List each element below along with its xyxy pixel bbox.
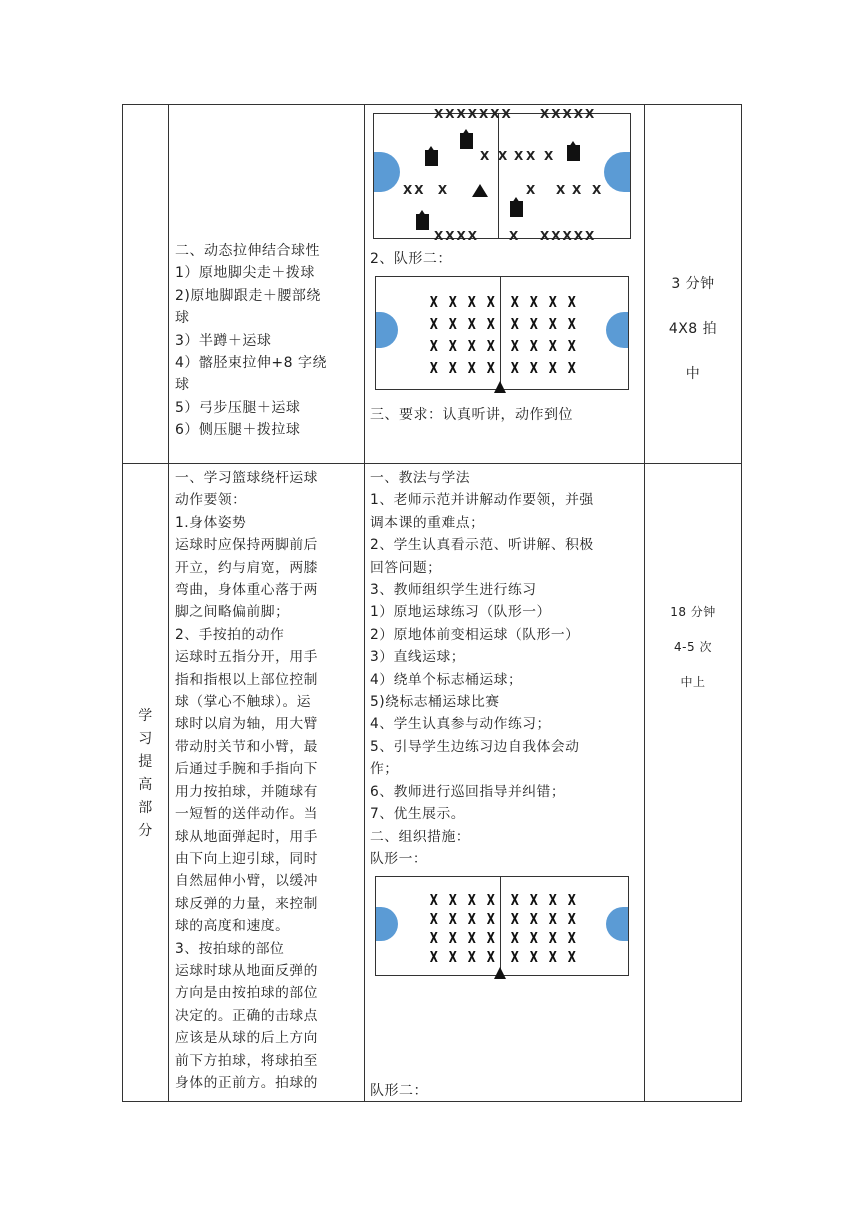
player-figure (510, 197, 523, 217)
student-mark: X (556, 183, 568, 197)
text-line: 一、教法与学法 (370, 470, 471, 486)
text-line: 2）原地体前变相运球（队形一） (370, 626, 580, 643)
text-line: 球（掌心不触球）。运 (175, 694, 312, 711)
text-line: 身体的正前方。拍球的 (175, 1074, 318, 1091)
student-mark: X (548, 315, 557, 333)
row1-line: 6）侧压腿＋拨拉球 (175, 422, 301, 439)
student-marks-bottom-right: XXXXX (540, 229, 597, 243)
formation-2-label: 队形二： (370, 1083, 428, 1099)
student-mark: X (548, 948, 557, 966)
text-line: 脚之间略偏前脚； (175, 604, 290, 621)
student-mark: X (429, 359, 438, 377)
table-col-divider-1 (168, 104, 169, 1102)
student-marks-top-left: XXXXXXX (434, 107, 513, 121)
student-mark: X (467, 337, 476, 355)
formation-2-label: 2、队形二： (370, 251, 452, 267)
student-mark: X (529, 929, 538, 947)
student-mark: X (529, 891, 538, 909)
text-line: 由下向上迎引球，同时 (175, 850, 318, 867)
row1-heading: 二、动态拉伸结合球性 (175, 243, 320, 259)
student-mark: X (467, 359, 476, 377)
student-mark: X (429, 929, 438, 947)
table-border-bottom (122, 1101, 742, 1102)
text-line: 6、教师进行巡回指导并纠错； (370, 783, 566, 800)
text-line: 调本课的重难点； (370, 514, 485, 531)
student-mark: X (429, 891, 438, 909)
duration-text: 18 分钟 (670, 605, 716, 619)
student-mark: X (567, 293, 576, 311)
student-mark: X (548, 891, 557, 909)
student-mark: X (510, 929, 519, 947)
section-label: 学 习 提 高 部 分 (138, 708, 153, 839)
row2-time-cell (645, 595, 741, 700)
student-mark: X (529, 910, 538, 928)
student-mark: X (529, 359, 538, 377)
text-line: 回答问题； (370, 559, 442, 576)
student-mark: X (486, 929, 495, 947)
left-goal-zone (376, 907, 398, 941)
table-border-top (122, 104, 742, 105)
text-line: 2、学生认真看示范、听讲解、积极 (370, 537, 594, 554)
table-border-left (122, 104, 123, 1102)
student-mark: X (567, 929, 576, 947)
student-mark: X (548, 910, 557, 928)
student-mark: X (510, 359, 519, 377)
student-mark: X (548, 359, 557, 377)
student-mark: X (467, 948, 476, 966)
text-line: 3）直线运球； (370, 649, 466, 666)
row1-time-cell (645, 262, 741, 397)
row1-line: 1）原地脚尖走＋拨球 (175, 265, 315, 282)
student-mark: X (480, 149, 492, 163)
right-goal-zone (604, 152, 630, 192)
text-line: 1.身体姿势 (175, 514, 247, 531)
right-goal-zone (606, 907, 628, 941)
student-mark: X (486, 293, 495, 311)
text-line: 决定的。正确的击球点 (175, 1007, 318, 1024)
student-mark: X (467, 910, 476, 928)
text-line: 方向是由按拍球的部位 (175, 985, 318, 1002)
student-mark: X (429, 315, 438, 333)
text-line: 队形一： (370, 850, 428, 867)
student-mark: X (429, 910, 438, 928)
text-line: 1）原地运球练习（队形一） (370, 604, 551, 621)
student-mark: X (510, 910, 519, 928)
student-mark: X (548, 929, 557, 947)
row1-line: 4）髂胫束拉伸+8 字绕 (175, 355, 327, 372)
row1-line: 5）弓步压腿＋运球 (175, 399, 301, 416)
duration-text: 3 分钟 (671, 276, 715, 292)
text-line: 4、学生认真参与动作练习； (370, 716, 551, 733)
intensity-text: 中上 (680, 675, 706, 689)
student-mark: X (429, 948, 438, 966)
student-mark: X (529, 337, 538, 355)
student-mark: X (486, 337, 495, 355)
text-line: 2、手按拍的动作 (175, 626, 285, 643)
student-mark: X (498, 149, 510, 163)
text-line: 用力按拍球，并随球有 (175, 783, 318, 800)
student-mark: X (510, 293, 519, 311)
student-mark: X (467, 929, 476, 947)
reps-text: 4X8 拍 (668, 321, 718, 337)
student-mark: X (467, 891, 476, 909)
text-line: 开立，约与肩宽，两膝 (175, 559, 318, 576)
student-mark: X (509, 229, 521, 243)
student-mark: X (486, 910, 495, 928)
text-line: 二、组织措施： (370, 828, 471, 845)
text-line: 运球时球从地面反弹的 (175, 962, 318, 979)
student-mark: X (510, 891, 519, 909)
text-line: 5、引导学生边练习边自我体会动 (370, 738, 580, 755)
text-line: 带动肘关节和小臂，最 (175, 738, 318, 755)
student-mark: X (567, 891, 576, 909)
student-mark: X (548, 293, 557, 311)
student-mark: X (526, 183, 538, 197)
row2-content-cell (175, 467, 318, 1094)
court-diagram-scatter (373, 107, 631, 243)
student-mark: X (567, 337, 576, 355)
text-line: 3、按拍球的部位 (175, 940, 285, 957)
student-mark: X (510, 315, 519, 333)
student-mark: X (486, 315, 495, 333)
student-mark: X (429, 293, 438, 311)
text-line: 后通过手腕和手指向下 (175, 761, 318, 778)
left-goal-zone (374, 152, 400, 192)
court-center-line (500, 277, 501, 389)
student-mark: X (526, 149, 538, 163)
text-line: 一短暂的送伴动作。当 (175, 806, 318, 823)
student-mark: X (486, 948, 495, 966)
student-mark: X (486, 891, 495, 909)
row1-line: 球 (175, 310, 190, 327)
student-mark: X (448, 929, 457, 947)
player-figure (416, 210, 429, 230)
text-line: 运球时应保持两脚前后 (175, 537, 318, 554)
row1-line: 2)原地脚跟走＋腰部绕 (175, 287, 321, 304)
table-row-divider (122, 463, 742, 464)
student-mark: X (544, 149, 556, 163)
player-figure (460, 129, 473, 149)
student-marks-top-right: XXXXX (540, 107, 597, 121)
court-center-line (498, 114, 499, 238)
player-figure (567, 141, 580, 161)
teacher-triangle-icon (472, 184, 488, 197)
text-line: 自然屈伸小臂，以缓冲 (175, 873, 318, 890)
student-mark: X (567, 359, 576, 377)
text-line: 球时以肩为轴，用大臂 (175, 716, 318, 733)
row1-content-cell (175, 240, 327, 442)
intensity-text: 中 (685, 366, 701, 382)
student-mark: X (429, 337, 438, 355)
student-mark: X (467, 293, 476, 311)
table-border-right (741, 104, 742, 1102)
text-line: 动作要领： (175, 492, 247, 509)
row1-line: 3）半蹲＋运球 (175, 332, 272, 349)
right-goal-zone (606, 312, 628, 348)
student-mark: X (514, 149, 526, 163)
student-mark: X (529, 315, 538, 333)
student-mark: X (448, 891, 457, 909)
student-mark: X (529, 948, 538, 966)
teacher-triangle-icon (494, 967, 506, 979)
left-goal-zone (376, 312, 398, 348)
text-line: 1、老师示范并讲解动作要领，并强 (370, 492, 594, 509)
text-line: 应该是从球的后上方向 (175, 1030, 318, 1047)
student-marks-left: XX X (403, 183, 450, 197)
student-mark: X (448, 337, 457, 355)
student-mark: X (448, 910, 457, 928)
student-mark: X (567, 315, 576, 333)
table-col-divider-2 (364, 104, 365, 1102)
text-line: 作； (370, 761, 399, 778)
student-mark: X (448, 293, 457, 311)
student-mark: X (467, 315, 476, 333)
text-line: 球从地面弹起时，用手 (175, 828, 318, 845)
text-line: 3、教师组织学生进行练习 (370, 582, 537, 599)
student-mark: X (529, 293, 538, 311)
court-diagram-grid (375, 876, 629, 976)
student-mark: X (510, 948, 519, 966)
text-line: 5)绕标志桶运球比赛 (370, 694, 500, 711)
student-marks-bottom-left: XXXX (434, 229, 480, 243)
text-line: 球反弹的力量，来控制 (175, 895, 318, 912)
teacher-triangle-icon (494, 381, 506, 393)
text-line: 运球时五指分开，用手 (175, 649, 318, 666)
text-line: 前下方拍球，将球拍至 (175, 1052, 318, 1069)
text-line: 指和指根以上部位控制 (175, 671, 318, 688)
text-line: 一、学习篮球绕杆运球 (175, 470, 318, 486)
student-mark: X (548, 337, 557, 355)
text-line: 弯曲，身体重心落于两 (175, 582, 318, 599)
student-mark: X (448, 315, 457, 333)
row1-line: 球 (175, 377, 190, 394)
text-line: 7、优生展示。 (370, 806, 466, 823)
text-line: 4）绕单个标志桶运球； (370, 671, 523, 688)
court-diagram-grid (375, 276, 629, 390)
row1-requirement: 三、要求：认真听讲，动作到位 (370, 407, 573, 423)
student-mark: X (592, 183, 604, 197)
student-mark: X (572, 183, 584, 197)
reps-text: 4-5 次 (674, 640, 712, 654)
student-mark: X (510, 337, 519, 355)
student-mark: X (448, 359, 457, 377)
student-mark: X (567, 948, 576, 966)
court-center-line (500, 877, 501, 975)
student-mark: X (567, 910, 576, 928)
row2-method-cell (370, 467, 594, 870)
text-line: 球的高度和速度。 (175, 918, 290, 935)
student-mark: X (486, 359, 495, 377)
student-mark: X (448, 948, 457, 966)
player-figure (425, 146, 438, 166)
